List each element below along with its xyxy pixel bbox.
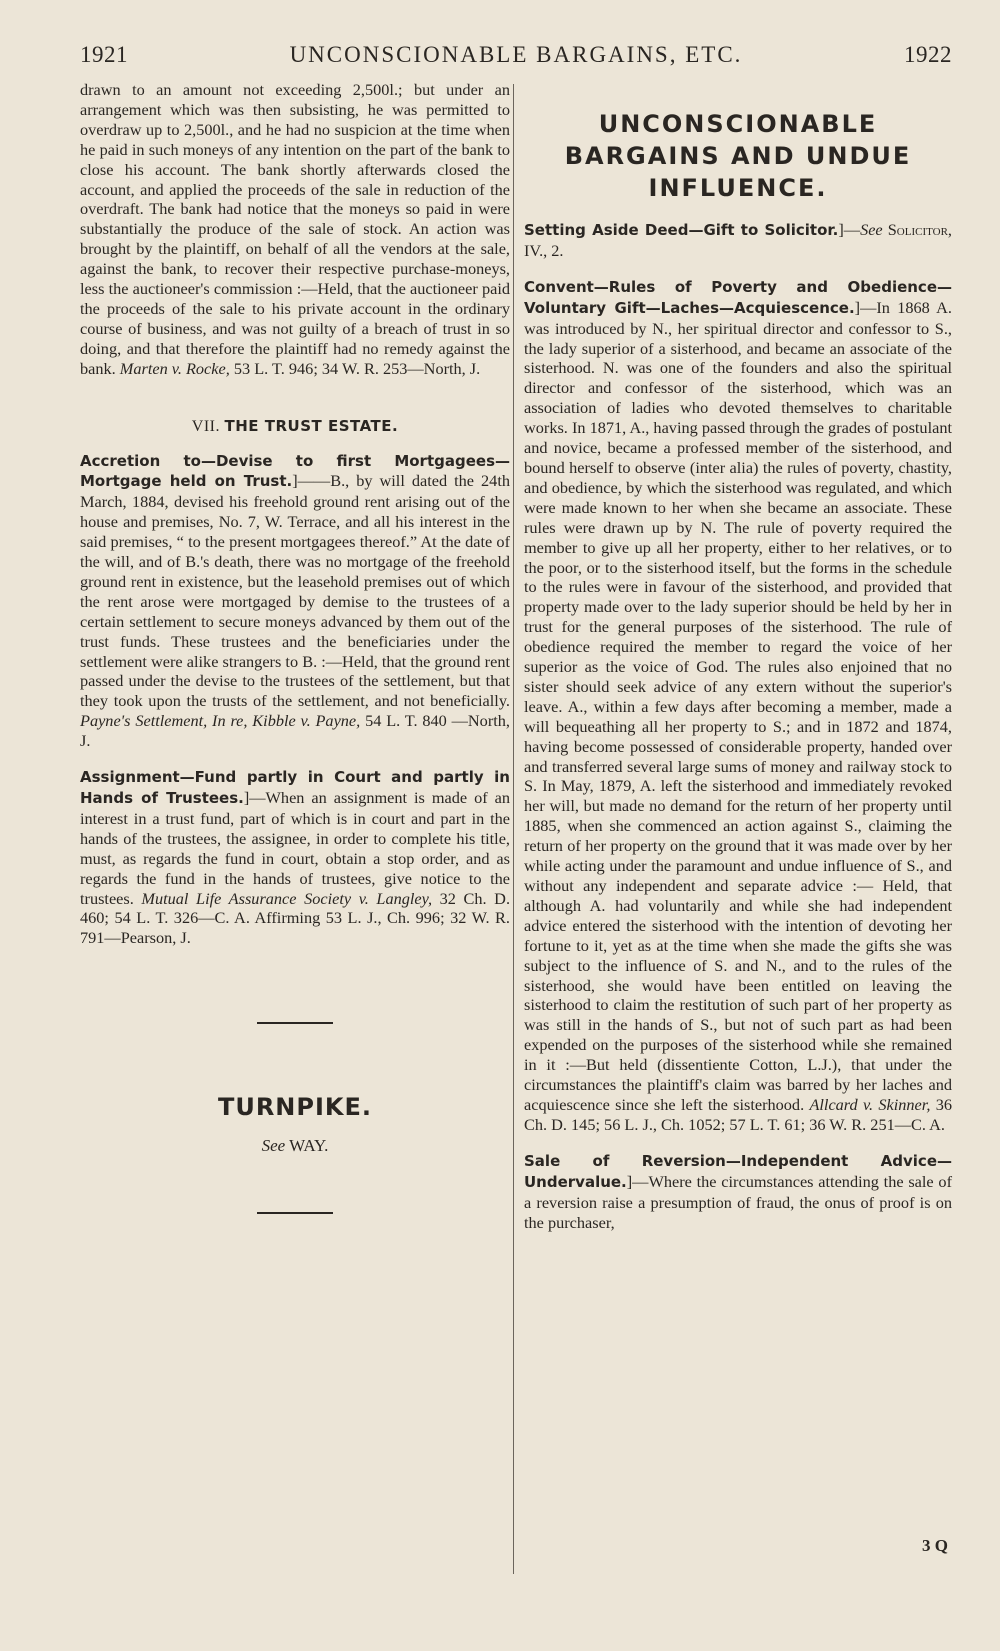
case-citation: Mutual Life Assurance Society v. Langley, [141,888,433,908]
entry-sale-of-reversion: Sale of Reversion—Independent Advice—Undervalue.]—Where the circumstances attending the sale of a reversion raise a presumption of fraud, the onus of proof is on the purchaser, [524,1151,952,1232]
right-column [524,80,952,1232]
running-title: UNCONSCIONABLE BARGAINS, ETC. [289,42,743,67]
divider-rule [257,1212,333,1214]
entry-assignment: Assignment—Fund partly in Court and partly in Hands of Trustees.]—When an assignment is made of an interest in a trust fund, part of which is in court and part in the hands of the trustees, the assignee, in order to complete his title, must, as regards the fund in court, obtain a stop order, and as regards the fund in the hands of trustees, give notice to the trustees. Mutual Life Assurance Society v. Langley, 32 Ch. D. 460; 54 L. T. 326—C. A. Affirming 53 L. J., Ch. 996; 32 W. R. 791—Pearson, J. [80,768,511,948]
entry-heading: Accretion to—Devise to first Mortgagees—Mortgage held on Trust. [80,451,510,491]
paragraph-continued: drawn to an amount not exceeding 2,500l.; but under an arrangement which was then subsisting, he was permitted to overdraw up to 2,500l., and he had no suspicion at the time when he paid in such moneys of any intention on the part of the bank to close his account. The bank shortly afterwards closed the account, and applied the proceeds of the sale in reduction of the overdraft. The bank had notice that the moneys so paid in were substantially the produce of the sale of stock. An action was brought by the plaintiff, on behalf of all the vendors at the sale, against the bank, to recover their respective purchase-moneys, less the auctioneer's commission :—Held, that the auctioneer paid the proceeds of the sale to his private account in the ordinary course of business, and was not guilty of a breach of trust in so doing, and that therefore the plaintiff had no remedy against the bank. Marten v. Rocke, 53 L. T. 946; 34 W. R. 253—North, J. [80,80,510,378]
entry-convent: Convent—Rules of Poverty and Obedience—Voluntary Gift—Laches—Acquiescence.]—In 1868 A. was introduced by N., her spiritual director and confessor to S., the lady superior of a sisterhood, and became an associate of the sisterhood. N. was one of the founders and also the spiritual director and confessor of the sisterhood, which was an association of ladies who devoted themselves to charitable works. In 1871, A., having passed through the grades of postulant and novice, became a professed member of the sisterhood, and bound herself to observe (inter alia) the rules of poverty, chastity, and obedience, by which the sisterhood was regulated, and which were made known to her when she became an associate. These rules were drawn up by N. The rule of poverty required the member to give up all her property, either to her relatives, or to the poor, or to the sisterhood itself, but the forms in the schedule to the rules were in favour of the sisterhood, and provided that property made over to the lady superior should be held by her in trust for the general purposes of the sisterhood. The rule of obedience required the member to regard the voice of her superior as the voice of God. The rules also enjoined that no sister should seek advice of any extern without the superior's leave. A., within a few days after becoming a member, made a will bequeathing all her property to S.; and in 1872 and 1874, having become possessed of considerable property, handed over and transferred several large sums of money and railway stock to S. In May, 1879, A. left the sisterhood and immediately revoked her will, but made no demand for the return of her property until 1885, when she commenced an action against S., claiming the return of her property on the ground that it was made over by her while acting under the paramount and undue influence of S., and without any independent and separate advice :— Held, that although A. had voluntarily and while she had independent advice entered the sisterhood with the intention of devoting her fortune to it, yet as at the time when she made the gifts she was subject to the influence of S. and N., and to the rules of the sisterhood, she would have been entitled on leaving the sisterhood to claim the restitution of such part of her property as was still in the hands of S., but not of such part as had been expended on the purposes of the sisterhood while she remained in it :—But held (dissentiente Cotton, L.J.), that under the circumstances the plaintiff's claim was barred by her laches and acquiescence since she left the sisterhood. Allcard v. Skinner, 36 Ch. D. 145; 56 L. J., Ch. 1052; 57 L. T. 61; 36 W. R. 251—C. A. [524,277,952,1134]
case-citation: Marten v. Rocke, [119,358,230,378]
entry-accretion: Accretion to—Devise to first Mortgagees—Mortgage held on Trust.]——B., by will dated the 24th March, 1884, devised his freehold ground rent arising out of the house and premises, No. 7, W. Terrace, and all his interest in the said premises, “ to the present mortgagees thereof.” At the date of the will, and of B.'s death, there was no mortgage of the freehold ground rent in existence, but the leasehold premises out of which the rent arose were mortgaged by demise to the trustees of a certain settlement to secure moneys advanced by them out of the trust funds. These trustees and the beneficiaries under the settlement were alike strangers to B. :—Held, that the ground rent passed under the devise to the trustees of the settlement, but that they took upon the trusts of the settlement, and not beneficially. Payne's Settlement, In re, Kibble v. Payne, 54 L. T. 840 —North, J. [80,451,510,751]
entry-setting-aside: Setting Aside Deed—Gift to Solicitor.]—See Solicitor, IV., 2. [524,220,952,260]
running-header [80,42,952,82]
entry-heading: Assignment—Fund partly in Court and partly in Hands of Trustees. [80,768,510,807]
left-column [80,80,510,1214]
entry-heading: Sale of Reversion—Independent Advice—Undervalue. [524,1151,952,1191]
divider-rule [257,1022,333,1024]
cross-reference: Solicitor, IV., 2. [524,220,952,260]
case-citation: Payne's Settlement, In re, Kibble v. Payne, [80,711,361,731]
case-citation: Allcard v. Skinner, [809,1094,931,1114]
column-divider [513,84,514,1574]
signature-mark: 3 Q [922,1536,948,1555]
section-heading [80,417,510,437]
page-number-left: 1921 [80,42,128,67]
section-number: VII. [191,417,220,435]
section-title: THE TRUST ESTATE. [224,416,399,435]
cross-reference: See WAY. [261,1136,329,1156]
chapter-title: UNCONSCIONABLE BARGAINS AND UNDUE INFLUENCE. [564,110,912,202]
title-turnpike: TURNPIKE. [217,1093,373,1122]
entry-heading: Convent—Rules of Poverty and Obedience—Voluntary Gift—Laches—Acquiescence. [524,277,952,317]
page-number-right: 1922 [904,42,952,67]
entry-heading: Setting Aside Deed—Gift to Solicitor. [524,221,839,239]
